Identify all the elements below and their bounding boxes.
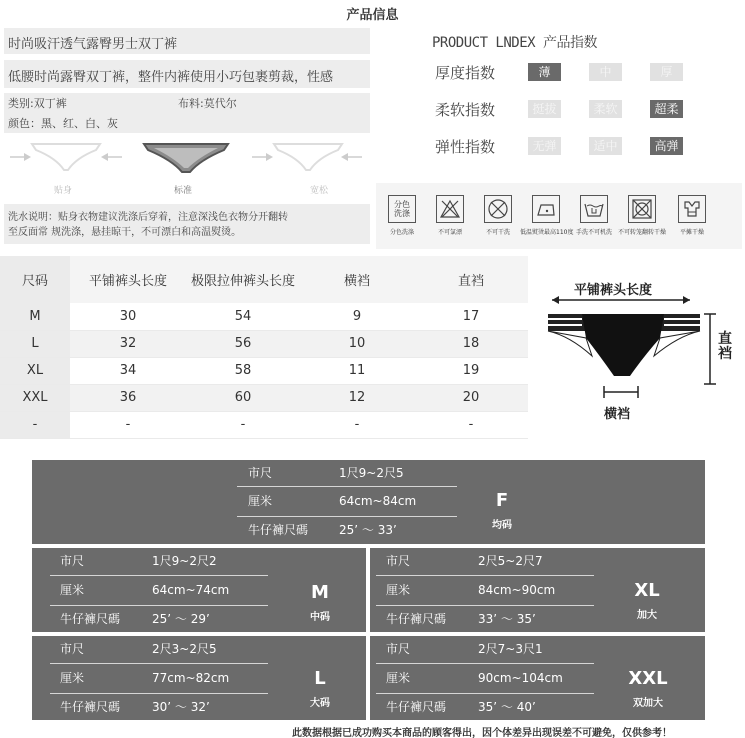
care-label-no-tumble-dry: 不可转笼翻转干燥	[617, 229, 666, 236]
free-value-cm: 64cm~84cm	[339, 494, 417, 508]
care-label-flat-dry: 平摊干燥	[679, 229, 704, 236]
index-title: PRODUCT LNDEX 产品指数	[432, 35, 598, 51]
free-value-shichi: 1尺9~2尺5	[339, 466, 404, 480]
table-cell: 60	[234, 390, 252, 405]
elasticity-medium-chip: 适中	[589, 137, 622, 155]
page-title: 产品信息	[346, 8, 399, 23]
care-item-no-dry-clean	[480, 195, 516, 236]
care-item-hand-wash	[576, 195, 612, 236]
free-size-letter: F	[495, 490, 509, 511]
m-row-label-shichi: 市尺	[60, 554, 85, 568]
no-machine-wash-icon	[580, 195, 608, 223]
xxl-size-sub: 双加大	[633, 698, 663, 709]
fit-illustration	[4, 136, 370, 198]
table-row	[0, 411, 528, 438]
header-size: 尺码	[0, 256, 70, 303]
measurement-diagram	[540, 276, 740, 426]
thickness-medium-chip: 中	[589, 63, 622, 81]
table-cell: 11	[348, 363, 366, 378]
xl-value-jeans: 33’ ～ 35’	[478, 612, 536, 626]
product-name-box	[4, 28, 370, 54]
table-cell: -	[240, 417, 246, 432]
care-icons-bar	[376, 183, 742, 249]
table-cell: 18	[462, 336, 480, 351]
xl-value-cm: 84cm~90cm	[478, 583, 556, 597]
product-description-box	[4, 60, 370, 88]
product-attributes-box	[4, 93, 370, 133]
table-cell: 30	[119, 308, 137, 324]
l-size-letter: L	[314, 668, 326, 689]
care-label-hand-wash: 手洗不可机洗	[575, 229, 612, 236]
table-cell: -	[0, 411, 70, 438]
header-max-waist: 极限拉伸裤头长度	[190, 274, 295, 289]
l-row-label-jeans: 牛仔褲尺碼	[60, 700, 121, 714]
header-flat-waist: 平铺裤头长度	[88, 274, 167, 289]
xl-row-label-cm: 厘米	[386, 583, 411, 597]
softness-index-label: 柔软指数	[435, 101, 496, 119]
wash-note-line1: 洗水说明：贴身衣物建议洗涤后穿着，注意深浅色衣物分开翻转	[8, 212, 288, 223]
underwear-diagram-icon	[540, 276, 740, 426]
product-description: 低腰时尚露臀双丁裤，整件内裤使用小巧包裹剪裁，性感	[8, 70, 334, 85]
table-cell: 12	[348, 390, 366, 405]
table-cell: -	[354, 417, 360, 432]
elasticity-high-chip: 高弹	[650, 137, 683, 155]
table-cell: M	[0, 303, 70, 330]
m-value-jeans: 25’ ～ 29’	[152, 612, 210, 626]
care-item-separate-wash	[384, 195, 420, 236]
xxl-row-label-cm: 厘米	[386, 671, 411, 685]
product-name: 时尚吸汗透气露臀男士双丁裤	[8, 37, 178, 52]
footer-note: 此数据根据已成功购买本商品的顾客得出，因个体差异出现误差不可避免，仅供参考！	[292, 728, 672, 738]
l-value-jeans: 30’ ～ 32’	[152, 700, 210, 714]
xxl-row-label-shichi: 市尺	[386, 642, 411, 656]
l-value-shichi: 2尺3~2尺5	[152, 642, 217, 656]
low-iron-icon	[532, 195, 560, 223]
size-chart-free	[32, 460, 705, 544]
softness-soft-chip: 柔软	[589, 100, 622, 118]
size-chart-m	[32, 548, 366, 632]
table-row	[0, 330, 528, 357]
product-fabric: 布料:莫代尔	[178, 97, 237, 110]
free-row-label-shichi: 市尺	[248, 466, 273, 480]
table-cell: -	[125, 417, 131, 432]
care-label-no-bleach: 不可氯漂	[437, 229, 462, 236]
table-row	[0, 357, 528, 384]
l-size-sub: 大码	[310, 698, 330, 709]
free-value-jeans: 25’ ～ 33’	[339, 523, 397, 537]
table-cell: L	[0, 330, 70, 357]
thickness-thick-chip: 厚	[650, 63, 683, 81]
table-cell: XXL	[0, 384, 70, 411]
m-row-label-cm: 厘米	[60, 583, 85, 597]
thickness-thin-chip: 薄	[528, 63, 561, 81]
m-value-shichi: 1尺9~2尺2	[152, 554, 217, 568]
xxl-value-cm: 90cm~104cm	[478, 671, 563, 685]
header-crotch-width: 横裆	[343, 274, 370, 289]
xxl-row-label-jeans: 牛仔褲尺碼	[386, 700, 447, 714]
table-cell: 34	[119, 363, 137, 378]
xxl-size-letter: XXL	[628, 668, 668, 689]
care-item-flat-dry	[674, 195, 710, 236]
care-item-no-tumble-dry	[617, 195, 666, 236]
l-row-label-cm: 厘米	[60, 671, 85, 685]
table-cell: 32	[119, 336, 137, 351]
table-cell: 20	[462, 390, 480, 405]
wash-note-line2: 至反面常 规洗涤，悬挂晾干，不可漂白和高温熨烫。	[8, 227, 242, 238]
free-row-label-jeans: 牛仔褲尺碼	[248, 523, 309, 537]
table-cell: 36	[119, 390, 137, 405]
wash-note-box	[4, 204, 370, 244]
free-size-sub: 均码	[492, 520, 512, 531]
diagram-waist-label: 平铺裤头长度	[574, 283, 653, 298]
xl-row-label-jeans: 牛仔褲尺碼	[386, 612, 447, 626]
table-cell: 17	[462, 308, 480, 324]
fit-option-standard: 标准	[174, 186, 193, 196]
softness-firm-chip: 挺拔	[528, 100, 561, 118]
size-table-header	[0, 256, 528, 303]
care-label-no-dry-clean: 不可干洗	[485, 229, 510, 236]
size-chart-xl	[370, 548, 705, 632]
elasticity-index-label: 弹性指数	[435, 138, 496, 156]
table-cell: 10	[348, 336, 366, 351]
l-value-cm: 77cm~82cm	[152, 671, 230, 685]
m-size-sub: 中码	[310, 612, 330, 623]
free-row-label-cm: 厘米	[248, 494, 273, 508]
table-cell: 56	[234, 336, 252, 351]
table-cell: XL	[0, 357, 70, 384]
care-item-low-iron	[520, 195, 574, 236]
diagram-rise-label: 直裆	[718, 331, 732, 362]
m-value-cm: 64cm~74cm	[152, 583, 230, 597]
care-label-low-iron: 低温熨烫最高110度	[520, 229, 574, 236]
header-rise: 直裆	[457, 274, 484, 289]
table-cell: 58	[234, 363, 252, 378]
thickness-index-label: 厚度指数	[435, 64, 496, 82]
hand-wash-separate-icon: 分色 洗涤	[388, 195, 416, 223]
xl-row-label-shichi: 市尺	[386, 554, 411, 568]
fit-option-loose: 宽松	[310, 186, 329, 196]
size-chart-l	[32, 636, 366, 720]
product-category: 类别:双丁裤	[8, 97, 67, 110]
no-dry-clean-icon	[484, 195, 512, 223]
xxl-value-jeans: 35’ ～ 40’	[478, 700, 536, 714]
diagram-crotch-label: 横裆	[604, 407, 631, 422]
xl-value-shichi: 2尺5~2尺7	[478, 554, 543, 568]
table-row	[0, 384, 528, 411]
xl-size-letter: XL	[634, 580, 660, 601]
l-row-label-shichi: 市尺	[60, 642, 85, 656]
flat-dry-icon	[678, 195, 706, 223]
no-tumble-dry-icon	[628, 195, 656, 223]
table-cell: 9	[352, 308, 362, 324]
table-row	[0, 303, 528, 330]
m-row-label-jeans: 牛仔褲尺碼	[60, 612, 121, 626]
table-cell: 19	[462, 363, 480, 378]
care-item-no-bleach	[432, 195, 468, 236]
elasticity-none-chip: 无弹	[528, 137, 561, 155]
product-colors: 颜色：黑、红、白、灰	[8, 117, 118, 130]
size-table	[0, 256, 528, 439]
xxl-value-shichi: 2尺7~3尺1	[478, 642, 543, 656]
fit-option-tight: 贴身	[54, 186, 73, 196]
table-cell: 54	[234, 308, 252, 324]
m-size-letter: M	[311, 582, 329, 603]
care-label-separate-wash: 分色洗涤	[389, 229, 414, 236]
softness-ultrasoft-chip: 超柔	[650, 100, 683, 118]
table-cell: -	[468, 417, 474, 432]
no-bleach-icon	[436, 195, 464, 223]
size-chart-xxl	[370, 636, 705, 720]
xl-size-sub: 加大	[637, 610, 657, 621]
